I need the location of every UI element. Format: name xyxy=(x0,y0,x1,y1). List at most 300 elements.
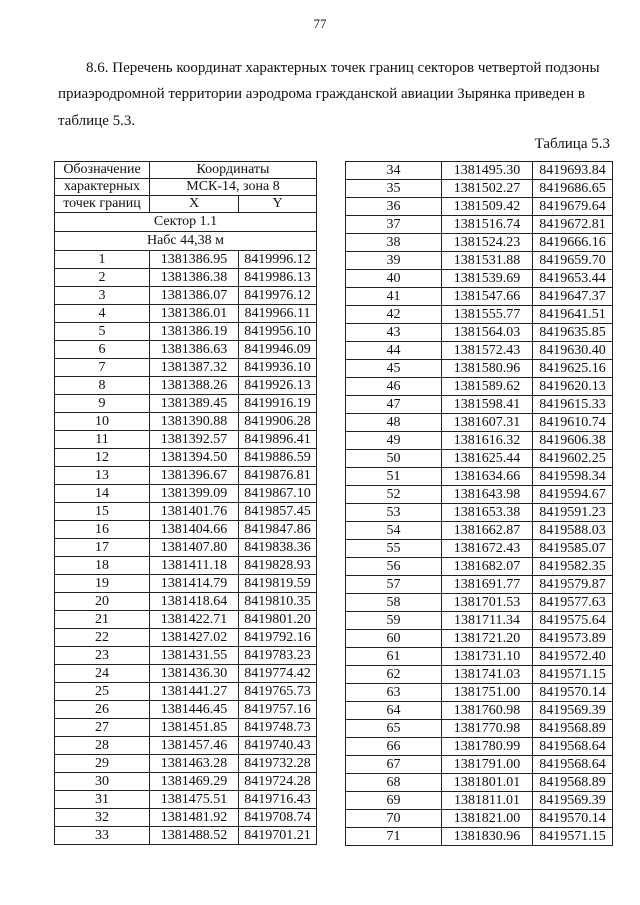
table-row xyxy=(55,503,317,521)
point-x: 1381564.03 xyxy=(442,324,533,342)
point-x: 1381509.42 xyxy=(442,198,533,216)
point-number: 68 xyxy=(346,774,442,792)
point-y: 8419976.12 xyxy=(239,287,317,305)
point-number: 47 xyxy=(346,396,442,414)
point-number: 44 xyxy=(346,342,442,360)
point-x: 1381441.27 xyxy=(150,683,239,701)
point-y: 8419582.35 xyxy=(533,558,613,576)
table-row xyxy=(346,270,613,288)
point-number: 49 xyxy=(346,432,442,450)
point-x: 1381572.43 xyxy=(442,342,533,360)
point-x: 1381634.66 xyxy=(442,468,533,486)
point-number: 7 xyxy=(55,359,150,377)
point-y: 8419569.39 xyxy=(533,792,613,810)
point-y: 8419577.63 xyxy=(533,594,613,612)
point-x: 1381387.32 xyxy=(150,359,239,377)
point-number: 18 xyxy=(55,557,150,575)
table-row xyxy=(55,737,317,755)
point-number: 46 xyxy=(346,378,442,396)
point-number: 14 xyxy=(55,485,150,503)
point-x: 1381390.88 xyxy=(150,413,239,431)
point-y: 8419724.28 xyxy=(239,773,317,791)
table-row xyxy=(55,575,317,593)
point-y: 8419672.81 xyxy=(533,216,613,234)
table-row xyxy=(55,269,317,287)
point-number: 8 xyxy=(55,377,150,395)
point-x: 1381821.00 xyxy=(442,810,533,828)
point-number: 51 xyxy=(346,468,442,486)
table-row xyxy=(346,342,613,360)
point-number: 5 xyxy=(55,323,150,341)
table-row xyxy=(346,792,613,810)
point-x: 1381555.77 xyxy=(442,306,533,324)
point-y: 8419693.84 xyxy=(533,162,613,180)
table-caption: Таблица 5.3 xyxy=(534,136,610,152)
point-y: 8419765.73 xyxy=(239,683,317,701)
table-row xyxy=(55,629,317,647)
point-y: 8419774.42 xyxy=(239,665,317,683)
point-y: 8419602.25 xyxy=(533,450,613,468)
table-header-row xyxy=(55,196,317,213)
table-row xyxy=(346,756,613,774)
point-x: 1381516.74 xyxy=(442,216,533,234)
point-y: 8419838.36 xyxy=(239,539,317,557)
point-x: 1381701.53 xyxy=(442,594,533,612)
point-y: 8419625.16 xyxy=(533,360,613,378)
table-row xyxy=(55,755,317,773)
table-row xyxy=(346,774,613,792)
table-row xyxy=(55,413,317,431)
point-x: 1381422.71 xyxy=(150,611,239,629)
table-row xyxy=(346,648,613,666)
point-number: 4 xyxy=(55,305,150,323)
table-row xyxy=(55,557,317,575)
point-number: 1 xyxy=(55,251,150,269)
point-number: 35 xyxy=(346,180,442,198)
table-row xyxy=(55,611,317,629)
point-y: 8419792.16 xyxy=(239,629,317,647)
point-y: 8419569.39 xyxy=(533,702,613,720)
table-row xyxy=(55,539,317,557)
point-number: 9 xyxy=(55,395,150,413)
point-x: 1381392.57 xyxy=(150,431,239,449)
point-y: 8419946.09 xyxy=(239,341,317,359)
point-y: 8419606.38 xyxy=(533,432,613,450)
point-number: 55 xyxy=(346,540,442,558)
point-y: 8419857.45 xyxy=(239,503,317,521)
table-row xyxy=(346,540,613,558)
point-x: 1381431.55 xyxy=(150,647,239,665)
point-number: 71 xyxy=(346,828,442,846)
header-coordinates: Координаты xyxy=(150,162,317,179)
point-y: 8419572.40 xyxy=(533,648,613,666)
table-row xyxy=(346,216,613,234)
table-row xyxy=(55,521,317,539)
table-row xyxy=(346,180,613,198)
coordinates-table-right xyxy=(345,161,613,846)
table-row xyxy=(346,414,613,432)
point-y: 8419847.86 xyxy=(239,521,317,539)
point-x: 1381418.64 xyxy=(150,593,239,611)
table-row xyxy=(55,287,317,305)
point-number: 6 xyxy=(55,341,150,359)
point-number: 45 xyxy=(346,360,442,378)
point-number: 33 xyxy=(55,827,150,845)
point-x: 1381524.23 xyxy=(442,234,533,252)
table-row xyxy=(346,432,613,450)
table-row xyxy=(346,576,613,594)
point-number: 37 xyxy=(346,216,442,234)
point-y: 8419579.87 xyxy=(533,576,613,594)
table-header-row xyxy=(55,179,317,196)
table-row xyxy=(346,612,613,630)
point-x: 1381682.07 xyxy=(442,558,533,576)
point-y: 8419570.14 xyxy=(533,684,613,702)
table-row xyxy=(346,378,613,396)
point-number: 2 xyxy=(55,269,150,287)
table-row xyxy=(55,593,317,611)
point-number: 3 xyxy=(55,287,150,305)
point-number: 12 xyxy=(55,449,150,467)
header-designation: точек границ xyxy=(55,196,150,213)
table-row xyxy=(346,396,613,414)
table-row xyxy=(55,467,317,485)
point-number: 62 xyxy=(346,666,442,684)
header-designation: Обозначение xyxy=(55,162,150,179)
point-x: 1381811.01 xyxy=(442,792,533,810)
point-y: 8419570.14 xyxy=(533,810,613,828)
point-number: 31 xyxy=(55,791,150,809)
point-x: 1381386.01 xyxy=(150,305,239,323)
point-x: 1381469.29 xyxy=(150,773,239,791)
point-y: 8419653.44 xyxy=(533,270,613,288)
table-row xyxy=(55,773,317,791)
table-row xyxy=(55,701,317,719)
point-y: 8419679.64 xyxy=(533,198,613,216)
page-number: 77 xyxy=(313,16,327,31)
point-number: 43 xyxy=(346,324,442,342)
point-y: 8419926.13 xyxy=(239,377,317,395)
point-number: 10 xyxy=(55,413,150,431)
point-number: 38 xyxy=(346,234,442,252)
point-number: 66 xyxy=(346,738,442,756)
point-number: 16 xyxy=(55,521,150,539)
table-row xyxy=(55,359,317,377)
point-number: 34 xyxy=(346,162,442,180)
point-x: 1381653.38 xyxy=(442,504,533,522)
point-y: 8419630.40 xyxy=(533,342,613,360)
point-y: 8419571.15 xyxy=(533,828,613,846)
point-x: 1381580.96 xyxy=(442,360,533,378)
table-row xyxy=(346,522,613,540)
point-number: 30 xyxy=(55,773,150,791)
intro-line-1: 8.6. Перечень координат характерных точек границ секторов четвертой подзоны xyxy=(86,60,600,76)
point-number: 58 xyxy=(346,594,442,612)
point-x: 1381780.99 xyxy=(442,738,533,756)
point-x: 1381386.95 xyxy=(150,251,239,269)
table-row xyxy=(346,810,613,828)
point-x: 1381711.34 xyxy=(442,612,533,630)
point-x: 1381401.76 xyxy=(150,503,239,521)
point-x: 1381691.77 xyxy=(442,576,533,594)
table-row xyxy=(346,360,613,378)
sector-row xyxy=(55,232,317,251)
point-number: 61 xyxy=(346,648,442,666)
point-number: 36 xyxy=(346,198,442,216)
point-x: 1381539.69 xyxy=(442,270,533,288)
point-x: 1381411.18 xyxy=(150,557,239,575)
table-row xyxy=(346,468,613,486)
table-row xyxy=(55,683,317,701)
point-x: 1381394.50 xyxy=(150,449,239,467)
point-number: 41 xyxy=(346,288,442,306)
point-number: 56 xyxy=(346,558,442,576)
point-y: 8419876.81 xyxy=(239,467,317,485)
point-number: 20 xyxy=(55,593,150,611)
point-y: 8419588.03 xyxy=(533,522,613,540)
point-x: 1381495.30 xyxy=(442,162,533,180)
point-y: 8419867.10 xyxy=(239,485,317,503)
point-x: 1381502.27 xyxy=(442,180,533,198)
point-number: 67 xyxy=(346,756,442,774)
point-x: 1381589.62 xyxy=(442,378,533,396)
point-number: 69 xyxy=(346,792,442,810)
point-number: 24 xyxy=(55,665,150,683)
point-number: 22 xyxy=(55,629,150,647)
point-x: 1381389.45 xyxy=(150,395,239,413)
point-y: 8419568.89 xyxy=(533,774,613,792)
header-coordinate-system: МСК-14, зона 8 xyxy=(150,179,317,196)
point-number: 65 xyxy=(346,720,442,738)
point-y: 8419620.13 xyxy=(533,378,613,396)
table-row xyxy=(55,791,317,809)
point-number: 70 xyxy=(346,810,442,828)
point-x: 1381386.38 xyxy=(150,269,239,287)
point-y: 8419886.59 xyxy=(239,449,317,467)
point-y: 8419783.23 xyxy=(239,647,317,665)
table-row xyxy=(55,305,317,323)
point-number: 23 xyxy=(55,647,150,665)
point-number: 28 xyxy=(55,737,150,755)
point-x: 1381436.30 xyxy=(150,665,239,683)
point-number: 39 xyxy=(346,252,442,270)
point-x: 1381672.43 xyxy=(442,540,533,558)
table-row xyxy=(346,252,613,270)
sector-name: Сектор 1.1 xyxy=(55,213,317,232)
point-x: 1381643.98 xyxy=(442,486,533,504)
table-row xyxy=(55,809,317,827)
point-x: 1381475.51 xyxy=(150,791,239,809)
point-y: 8419896.41 xyxy=(239,431,317,449)
point-number: 21 xyxy=(55,611,150,629)
point-number: 59 xyxy=(346,612,442,630)
point-y: 8419615.33 xyxy=(533,396,613,414)
point-number: 42 xyxy=(346,306,442,324)
table-row xyxy=(346,162,613,180)
point-number: 63 xyxy=(346,684,442,702)
point-x: 1381404.66 xyxy=(150,521,239,539)
table-row xyxy=(346,558,613,576)
point-x: 1381451.85 xyxy=(150,719,239,737)
point-y: 8419966.11 xyxy=(239,305,317,323)
header-x: X xyxy=(150,196,239,213)
point-number: 32 xyxy=(55,809,150,827)
point-x: 1381547.66 xyxy=(442,288,533,306)
point-number: 52 xyxy=(346,486,442,504)
point-x: 1381481.92 xyxy=(150,809,239,827)
point-x: 1381830.96 xyxy=(442,828,533,846)
table-row xyxy=(346,720,613,738)
point-x: 1381770.98 xyxy=(442,720,533,738)
header-designation: характерных xyxy=(55,179,150,196)
point-y: 8419598.34 xyxy=(533,468,613,486)
point-y: 8419986.13 xyxy=(239,269,317,287)
table-row xyxy=(55,719,317,737)
point-y: 8419916.19 xyxy=(239,395,317,413)
table-row xyxy=(55,323,317,341)
point-x: 1381625.44 xyxy=(442,450,533,468)
point-x: 1381396.67 xyxy=(150,467,239,485)
table-row xyxy=(346,738,613,756)
table-row xyxy=(55,647,317,665)
point-y: 8419828.93 xyxy=(239,557,317,575)
point-y: 8419757.16 xyxy=(239,701,317,719)
point-y: 8419906.28 xyxy=(239,413,317,431)
table-row xyxy=(346,702,613,720)
table-row xyxy=(55,485,317,503)
point-x: 1381760.98 xyxy=(442,702,533,720)
point-y: 8419740.43 xyxy=(239,737,317,755)
table-row xyxy=(346,324,613,342)
point-x: 1381463.28 xyxy=(150,755,239,773)
point-y: 8419716.43 xyxy=(239,791,317,809)
point-x: 1381801.01 xyxy=(442,774,533,792)
point-y: 8419701.21 xyxy=(239,827,317,845)
table-row xyxy=(346,504,613,522)
point-x: 1381386.63 xyxy=(150,341,239,359)
table-row xyxy=(346,594,613,612)
sector-row xyxy=(55,213,317,232)
point-number: 29 xyxy=(55,755,150,773)
point-x: 1381386.07 xyxy=(150,287,239,305)
point-y: 8419641.51 xyxy=(533,306,613,324)
point-number: 13 xyxy=(55,467,150,485)
table-row xyxy=(346,630,613,648)
point-x: 1381607.31 xyxy=(442,414,533,432)
point-y: 8419594.67 xyxy=(533,486,613,504)
point-y: 8419801.20 xyxy=(239,611,317,629)
point-x: 1381399.09 xyxy=(150,485,239,503)
point-y: 8419591.23 xyxy=(533,504,613,522)
point-number: 57 xyxy=(346,576,442,594)
point-x: 1381598.41 xyxy=(442,396,533,414)
table-row xyxy=(346,288,613,306)
point-y: 8419996.12 xyxy=(239,251,317,269)
point-y: 8419647.37 xyxy=(533,288,613,306)
point-number: 64 xyxy=(346,702,442,720)
table-row xyxy=(55,377,317,395)
table-row xyxy=(55,827,317,845)
point-y: 8419686.65 xyxy=(533,180,613,198)
point-number: 50 xyxy=(346,450,442,468)
table-row xyxy=(55,665,317,683)
table-row xyxy=(346,450,613,468)
intro-line-2: приаэродромной территории аэродрома гражданской авиации Зырянка приведен в xyxy=(58,86,585,102)
table-row xyxy=(346,486,613,504)
point-x: 1381457.46 xyxy=(150,737,239,755)
point-y: 8419819.59 xyxy=(239,575,317,593)
point-y: 8419748.73 xyxy=(239,719,317,737)
point-number: 11 xyxy=(55,431,150,449)
coordinates-table-left xyxy=(54,161,317,845)
point-number: 15 xyxy=(55,503,150,521)
point-number: 53 xyxy=(346,504,442,522)
point-x: 1381531.88 xyxy=(442,252,533,270)
point-x: 1381662.87 xyxy=(442,522,533,540)
point-x: 1381427.02 xyxy=(150,629,239,647)
table-row xyxy=(55,341,317,359)
point-x: 1381388.26 xyxy=(150,377,239,395)
point-number: 40 xyxy=(346,270,442,288)
point-y: 8419936.10 xyxy=(239,359,317,377)
point-y: 8419732.28 xyxy=(239,755,317,773)
table-row xyxy=(55,431,317,449)
table-row xyxy=(55,449,317,467)
table-row xyxy=(346,198,613,216)
point-x: 1381731.10 xyxy=(442,648,533,666)
point-y: 8419810.35 xyxy=(239,593,317,611)
point-number: 27 xyxy=(55,719,150,737)
point-x: 1381791.00 xyxy=(442,756,533,774)
point-number: 25 xyxy=(55,683,150,701)
table-header-row xyxy=(55,162,317,179)
point-y: 8419666.16 xyxy=(533,234,613,252)
header-y: Y xyxy=(239,196,317,213)
point-y: 8419573.89 xyxy=(533,630,613,648)
point-y: 8419659.70 xyxy=(533,252,613,270)
point-y: 8419575.64 xyxy=(533,612,613,630)
point-y: 8419635.85 xyxy=(533,324,613,342)
point-number: 54 xyxy=(346,522,442,540)
table-row xyxy=(346,234,613,252)
point-y: 8419708.74 xyxy=(239,809,317,827)
point-number: 48 xyxy=(346,414,442,432)
point-y: 8419585.07 xyxy=(533,540,613,558)
point-y: 8419568.64 xyxy=(533,738,613,756)
point-x: 1381488.52 xyxy=(150,827,239,845)
table-row xyxy=(346,684,613,702)
point-x: 1381721.20 xyxy=(442,630,533,648)
table-row xyxy=(55,251,317,269)
point-x: 1381407.80 xyxy=(150,539,239,557)
table-row xyxy=(346,666,613,684)
intro-line-3: таблице 5.3. xyxy=(58,113,136,129)
point-number: 60 xyxy=(346,630,442,648)
point-x: 1381386.19 xyxy=(150,323,239,341)
point-y: 8419956.10 xyxy=(239,323,317,341)
table-row xyxy=(55,395,317,413)
point-number: 17 xyxy=(55,539,150,557)
point-y: 8419571.15 xyxy=(533,666,613,684)
point-x: 1381751.00 xyxy=(442,684,533,702)
sector-height: Набс 44,38 м xyxy=(55,232,317,251)
point-x: 1381741.03 xyxy=(442,666,533,684)
point-y: 8419568.64 xyxy=(533,756,613,774)
point-number: 26 xyxy=(55,701,150,719)
table-row xyxy=(346,828,613,846)
point-x: 1381616.32 xyxy=(442,432,533,450)
point-y: 8419568.89 xyxy=(533,720,613,738)
